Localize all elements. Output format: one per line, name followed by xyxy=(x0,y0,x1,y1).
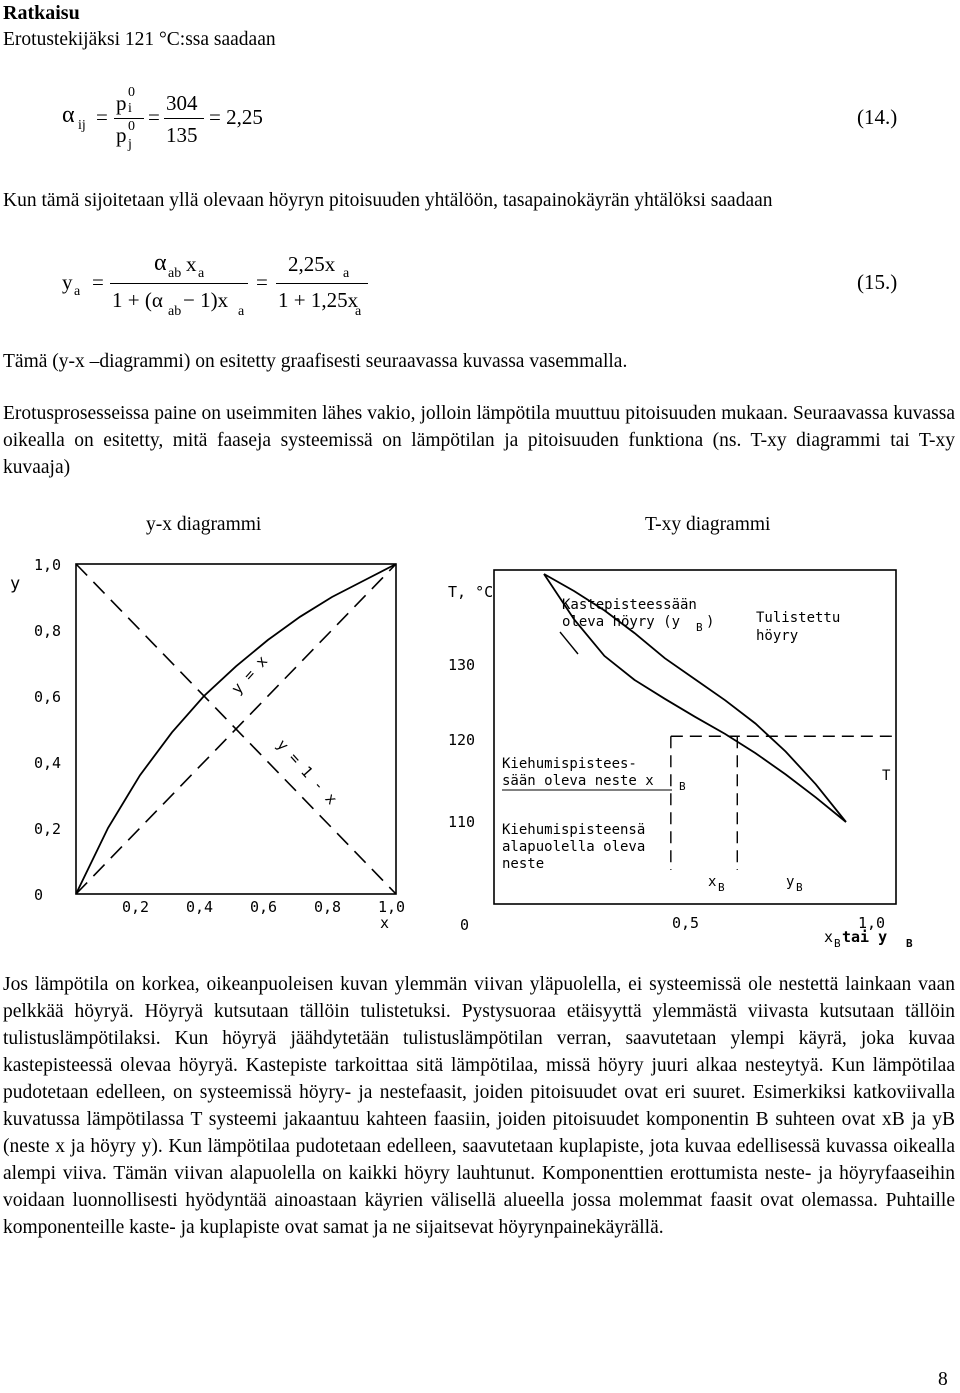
eq15-den2: 1 + 1,25x xyxy=(278,288,359,312)
section-heading: Ratkaisu xyxy=(3,2,80,24)
equation-15 xyxy=(0,250,960,325)
equation-14 xyxy=(0,85,960,155)
txy-liquid-label-3: neste xyxy=(502,856,545,872)
paragraph-1-text: Erotusprosesseissa paine on useimmiten lähes vakio, jolloin lämpötila muuttuu pitoisuuden mukaan. Seuraavassa kuvassa oikealla on esitetty, mitä faaseja systeemissä on lämpötilan ja pitoisuuden funktiona (ns. T-xy diagrammi tai T-xy kuvaaja) xyxy=(3,403,955,478)
paragraph-1 xyxy=(3,400,955,481)
txy-xlabel-b: tai y xyxy=(842,928,888,946)
yx-ytick-label: 0,4 xyxy=(34,754,62,772)
equation-14-label: (14.) xyxy=(857,105,898,129)
txy-ytick-label: 120 xyxy=(448,731,476,749)
txy-bubble-sub: B xyxy=(679,780,686,793)
eq15-den1-sub: ab xyxy=(168,304,182,319)
txy-bubble-label-2: sään oleva neste x xyxy=(502,773,654,789)
ya-subscript: a xyxy=(74,284,81,299)
txy-xtick-label: 0,5 xyxy=(672,914,700,932)
yx-xtick-label: 0,8 xyxy=(314,898,342,916)
page-number: 8 xyxy=(938,1369,948,1390)
txy-yB-label: y xyxy=(786,874,795,890)
equation-15-label: (15.) xyxy=(857,270,898,294)
txy-ytick-label: 130 xyxy=(448,656,476,674)
yx-ytick-label: 0 xyxy=(34,886,44,904)
txy-T-label: T xyxy=(882,768,891,784)
paragraph-2 xyxy=(3,971,955,1241)
txy-xlabel-sub-1: B xyxy=(834,937,841,950)
txy-dew-label-2b: ) xyxy=(706,614,715,630)
eq15-den1: 1 + (α xyxy=(112,288,163,312)
numerator-p: p xyxy=(116,91,127,115)
sentence-1: Kun tämä sijoitetaan yllä olevaan höyryn pitoisuuden yhtälöön, tasapainokäyrän yhtälöksi saadaan xyxy=(3,190,773,211)
txy-liquid-label-1: Kiehumispisteensä xyxy=(502,822,646,838)
yx-ytick-label: 1,0 xyxy=(34,556,62,574)
yx-chart xyxy=(0,540,470,950)
txy-origin-label: 0 xyxy=(460,916,470,934)
txy-xlabel-a: x xyxy=(824,928,834,946)
sentence-2: Tämä (y-x –diagrammi) on esitetty graafisesti seuraavassa kuvassa vasemmalla. xyxy=(3,351,628,372)
txy-xB-label: x xyxy=(708,874,717,890)
right-figure-title: T-xy diagrammi xyxy=(645,514,771,535)
txy-xB-sub: B xyxy=(718,881,725,894)
txy-xlabel-sub-2: B xyxy=(906,937,913,950)
yx-line2-label: y = 1 - x xyxy=(273,735,341,809)
yx-xlabel: x xyxy=(380,914,390,932)
numerator-sub: i xyxy=(128,101,132,116)
yx-xtick-label: 1,0 xyxy=(378,898,406,916)
equation-result: = 2,25 xyxy=(209,105,263,129)
txy-dew-pointer xyxy=(560,632,578,654)
numerator-value: 304 xyxy=(166,91,198,115)
txy-vapor-label-1: Tulistettu xyxy=(756,610,841,626)
txy-bubble-label-1: Kiehumispistees- xyxy=(502,756,637,772)
eq15-den1-tail: − 1)x xyxy=(183,288,229,312)
txy-ytick-label: 110 xyxy=(448,813,476,831)
txy-dew-label-2: oleva höyry (y xyxy=(562,614,681,630)
denominator-p: p xyxy=(116,123,127,147)
eq15-num2: 2,25x xyxy=(288,252,336,276)
yx-line1-label: y = x xyxy=(227,652,272,698)
alpha-subscript: ij xyxy=(78,118,86,133)
txy-dew-label-1: Kastepisteessään xyxy=(562,597,697,613)
eq15-num2-sub: a xyxy=(343,266,350,281)
eq15-equals-1: = xyxy=(92,270,104,294)
eq15-x-sub: a xyxy=(198,266,205,281)
txy-yB-sub: B xyxy=(796,881,803,894)
fraction-bar-2 xyxy=(164,118,204,119)
yx-ylabel: y xyxy=(10,574,21,594)
txy-ylabel: T, °C xyxy=(448,583,494,601)
txy-chart xyxy=(440,560,920,955)
denominator-sup: 0 xyxy=(128,119,135,134)
eq15-fraction-bar-2 xyxy=(276,283,368,284)
denominator-value: 135 xyxy=(166,123,198,147)
equals-sign: = xyxy=(96,105,108,129)
eq15-alpha-sub: ab xyxy=(168,266,182,281)
eq15-den2-sub: a xyxy=(355,304,362,319)
txy-xtick-label: 1,0 xyxy=(858,914,886,932)
eq15-alpha: α xyxy=(154,250,167,276)
alpha-symbol: α xyxy=(62,102,75,128)
yx-xtick-label: 0,6 xyxy=(250,898,278,916)
left-figure-title: y-x diagrammi xyxy=(146,514,262,535)
equals-sign-2: = xyxy=(148,105,160,129)
txy-vapor-label-2: höyry xyxy=(756,628,799,644)
intro-text: Erotustekijäksi 121 °C:ssa saadaan xyxy=(3,29,276,50)
yx-xtick-label: 0,4 xyxy=(186,898,214,916)
ya-symbol: y xyxy=(62,270,73,294)
eq15-fraction-bar-1 xyxy=(110,283,248,284)
txy-dew-sub: B xyxy=(696,621,703,634)
numerator-sup: 0 xyxy=(128,85,135,100)
eq15-equals-2: = xyxy=(256,270,268,294)
txy-liquid-label-2: alapuolella oleva xyxy=(502,839,646,855)
yx-ytick-label: 0,8 xyxy=(34,622,62,640)
denominator-sub: j xyxy=(128,137,132,152)
eq15-den1-tail-sub: a xyxy=(238,304,245,319)
yx-xtick-label: 0,2 xyxy=(122,898,150,916)
eq15-x: x xyxy=(186,252,197,276)
yx-ytick-label: 0,2 xyxy=(34,820,62,838)
paragraph-2-text: Jos lämpötila on korkea, oikeanpuoleisen kuvan ylemmän viivan yläpuolella, ei systeemissä ole nestettä lainkaan vaan pelkkää höyryä. Höyryä kutsutaan tällöin tulistetuksi. Pystysuoraa etäisyyttä ylemmästä viivasta kutsutaan tällöin tulistuslämpötilaksi. Kun höyryä jäähdytetään tulistuslämpötilan verran, saavutetaan ylempi käyrä, joka kuvaa kastepisteessä olevaa höyryä. Kastepiste tarkoittaa sitä lämpötilaa, missä höyry juuri alkaa nesteytyä. Kun lämpötilaa pudotetaan edelleen, on systeemissä höyry- ja nestefaasit, joiden pitoisuudet ovat eri suuret. Esimerkiksi katkoviivalla kuvatussa lämpötilassa T systeemi jakaantuu kahteen faasiin, joiden pitoisuudet komponentin B suhteen ovat xB ja yB (neste x ja höyry y). Kun lämpötilaa pudotetaan edelleen, saavutetaan kuplapiste, jota kuvaa edellisessä kuvassa oikealla alempi viiva. Tämän viivan alapuolella on kaikki höyry lauhtunut. Komponenttien erottumista neste- ja höyryfaaseihin voidaan luonnollisesti hyödyntää ainoastaan käyrien välisellä alueella jossa molemmat faasit ovat olemassa. Puhtaille komponenteille kaste- ja kuplapiste ovat samat ja ne sijaitsevat höyrynpainekäyrällä. xyxy=(3,974,955,1238)
yx-ytick-label: 0,6 xyxy=(34,688,62,706)
